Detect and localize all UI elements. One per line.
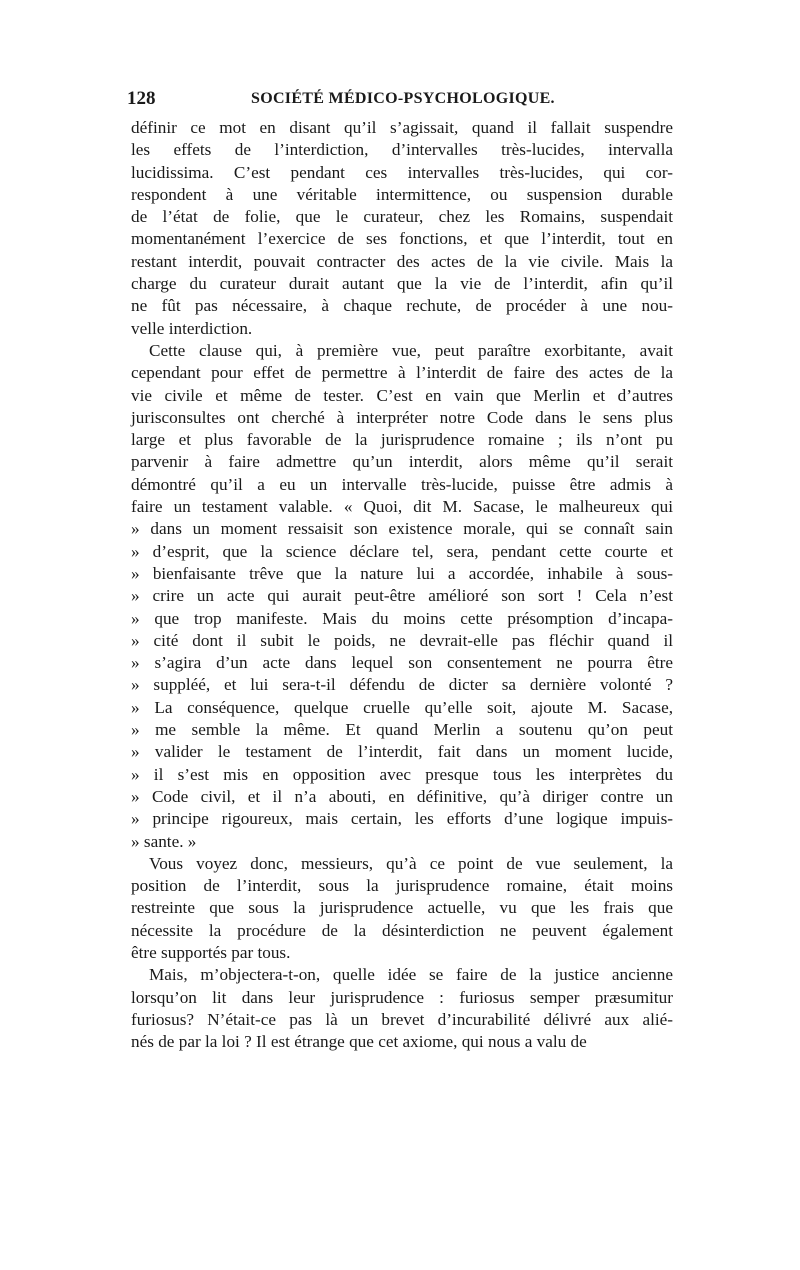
text-line: définir ce mot en disant qu’il s’agissait, quand il fallait suspendre <box>131 118 673 137</box>
text-line: Mais, m’objectera-t-on, quelle idée se faire de la justice ancienne <box>149 965 673 985</box>
text-line: respondent à une véritable intermittence, ou suspension durable <box>131 184 673 204</box>
text-line: » d’esprit, que la science déclare tel, sera, pendant cette courte et <box>131 541 673 561</box>
text-line: lorsqu’on lit dans leur jurisprudence : furiosus semper præsumitur <box>131 987 673 1007</box>
text-line: large et plus favorable de la jurisprudence romaine ; ils n’ont pu <box>131 430 673 450</box>
text-line: cependant pour effet de permettre à l’interdit de faire des actes de la <box>131 363 673 383</box>
text-line: de l’état de folie, que le curateur, chez les Romains, suspendait <box>131 207 673 227</box>
text-line: ne fût pas nécessaire, à chaque rechute, de procéder à une nou- <box>131 296 673 316</box>
text-line: » dans un moment ressaisit son existence morale, qui se connaît sain <box>131 519 673 539</box>
text-line: nécessite la procédure de la désinterdiction ne peuvent également <box>131 920 673 940</box>
running-head: SOCIÉTÉ MÉDICO-PSYCHOLOGIQUE. <box>251 90 555 107</box>
text-line: charge du curateur durait autant que la vie de l’interdit, afin qu’il <box>131 274 673 294</box>
paragraph <box>131 340 673 853</box>
text-line: » suppléé, et lui sera-t-il défendu de dicter sa dernière volonté ? <box>131 675 673 695</box>
paragraph <box>131 117 673 340</box>
text-line: » bienfaisante trêve que la nature lui a accordée, inhabile à sous- <box>131 563 673 583</box>
text-line: faire un testament valable. « Quoi, dit M. Sacase, le malheureux qui <box>131 497 673 517</box>
text-line: velle interdiction. <box>131 318 253 338</box>
text-line: être supportés par tous. <box>131 942 291 962</box>
text-line: les effets de l’interdiction, d’intervalles très-lucides, intervalla <box>131 140 673 160</box>
text-line: » principe rigoureux, mais certain, les efforts d’une logique impuis- <box>131 809 673 829</box>
text-line: restreinte que sous la jurisprudence actuelle, vu que les frais que <box>131 898 673 918</box>
text-line: restant interdit, pouvait contracter des actes de la vie civile. Mais la <box>131 251 673 271</box>
page-number: 128 <box>127 88 156 109</box>
text-line: jurisconsultes ont cherché à interpréter notre Code dans le sens plus <box>131 407 673 427</box>
text-line: » Code civil, et il n’a abouti, en définitive, qu’à diriger contre un <box>131 786 673 806</box>
page <box>127 88 673 1088</box>
text-line: furiosus? N’était-ce pas là un brevet d’incurabilité délivré aux alié- <box>131 1009 673 1029</box>
text-line: parvenir à faire admettre qu’un interdit, alors même qu’il serait <box>131 452 673 472</box>
text-line: » me semble la même. Et quand Merlin a soutenu qu’on peut <box>131 720 673 740</box>
text-line: nés de par la loi ? Il est étrange que cet axiome, qui nous a valu de <box>131 1032 587 1052</box>
text-line: Cette clause qui, à première vue, peut paraître exorbitante, avait <box>149 340 673 360</box>
paragraph <box>131 964 673 1053</box>
text-line: lucidissima. C’est pendant ces intervalles très-lucides, qui cor- <box>131 162 673 182</box>
text-line: » s’agira d’un acte dans lequel son consentement ne pourra être <box>131 653 673 673</box>
text-line: » cité dont il subit le poids, ne devrait-elle pas fléchir quand il <box>131 630 673 650</box>
text-line: » que trop manifeste. Mais du moins cette présomption d’incapa- <box>131 608 673 628</box>
body-text <box>131 117 673 1053</box>
text-line: » il s’est mis en opposition avec presque tous les interprètes du <box>131 764 673 784</box>
text-line: » crire un acte qui aurait peut-être amélioré son sort ! Cela n’est <box>131 586 673 606</box>
text-line: momentanément l’exercice de ses fonctions, et que l’interdit, tout en <box>131 229 673 249</box>
text-line: démontré qu’il a eu un intervalle très-lucide, puisse être admis à <box>131 474 673 494</box>
text-line: Vous voyez donc, messieurs, qu’à ce point de vue seulement, la <box>149 853 673 873</box>
text-line: » sante. » <box>131 831 197 851</box>
text-line: » valider le testament de l’interdit, fait dans un moment lucide, <box>131 742 673 762</box>
text-line: vie civile et même de tester. C’est en vain que Merlin et d’autres <box>131 385 673 405</box>
text-line: » La conséquence, quelque cruelle qu’elle soit, ajoute M. Sacase, <box>131 697 673 717</box>
paragraph <box>131 853 673 964</box>
text-line: position de l’interdit, sous la jurisprudence romaine, était moins <box>131 876 673 896</box>
page-header <box>127 88 673 114</box>
